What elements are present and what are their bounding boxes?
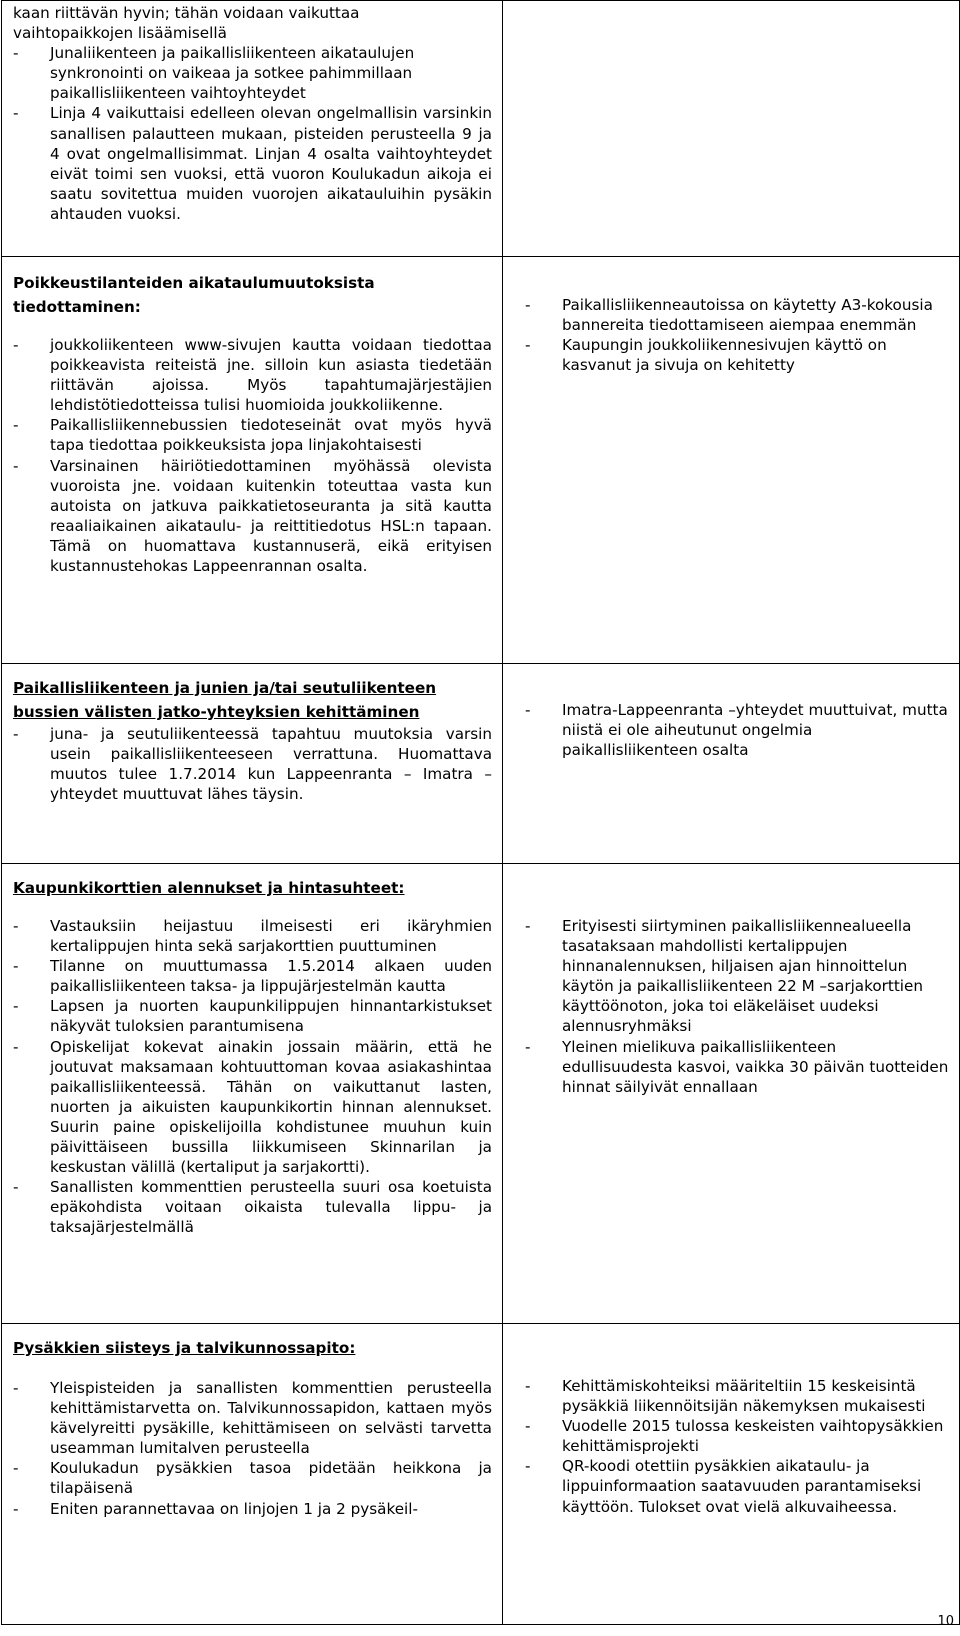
list-item: - Vuodelle 2015 tulossa keskeisten vaihtopysäkkien kehittämisprojekti [525, 1416, 951, 1456]
left-cell [2, 664, 503, 864]
right-cell [503, 257, 960, 664]
left-cell [2, 1324, 503, 1625]
list-item: - joukkoliikenteen www-sivujen kautta voidaan tiedottaa poikkeavista reiteistä jne. silloin kun asiasta tiedetään riittävän ajoissa. Myös tapahtumajärjestäjien lehdistötiedotteissa tulisi huomioida joukkoliikenne. [13, 335, 492, 415]
bullet-list [13, 335, 492, 576]
left-cell [2, 257, 503, 664]
table-row-continuation [2, 1, 960, 257]
bullet-list [525, 295, 951, 375]
list-item: - juna- ja seutuliikenteessä tapahtuu muutoksia varsin usein paikallisliikenteeseen verrattuna. Huomattava muutos tulee 1.7.2014 kun Lappeenranta – Imatra –yhteydet muuttuvat lähes täysin. [13, 724, 492, 804]
list-item: - Imatra-Lappeenranta –yhteydet muuttuivat, mutta niistä ei ole aiheutunut ongelmia paikallisliikenteen osalta [525, 700, 951, 760]
list-item: - Kaupungin joukkoliikennesivujen käyttö on kasvanut ja sivuja on kehitetty [525, 335, 951, 375]
bullet-list [525, 1376, 951, 1517]
table-row-poikkeustilanteet [2, 257, 960, 664]
list-item: - QR-koodi otettiin pysäkkien aikataulu- ja lippuinformaation saatavuuden parantamiseksi käyttöön. Tulokset ovat vielä alkuvaiheessa. [525, 1456, 951, 1516]
list-item: - Lapsen ja nuorten kaupunkilippujen hinnantarkistukset näkyvät tuloksien parantumisena [13, 996, 492, 1036]
left-cell [2, 864, 503, 1324]
right-cell [503, 864, 960, 1324]
table-row-pysakit [2, 1324, 960, 1625]
table-row-jatkoyhteydet [2, 664, 960, 864]
list-item: - Yleinen mielikuva paikallisliikenteen edullisuudesta kasvoi, vaikka 30 päivän tuotteiden hinnat säilyivät ennallaan [525, 1037, 951, 1097]
list-item: - Vastauksiin heijastuu ilmeisesti eri ikäryhmien kertalippujen hinta sekä sarjakorttien puuttuminen [13, 916, 492, 956]
list-item: - Opiskelijat kokevat ainakin jossain määrin, että he joutuvat maksamaan kohtuuttoman kovaa asiakashintaa paikallisliikenteessä. Tähän on vaikuttanut lasten, nuorten ja aikuisten kaupunkikortin hinnan alennukset. Suurin paine opiskelijoilla kohdistunee muuhun kuin päivittäiseen bussilla liikkumiseen Skinnarilan ja keskustan välillä (kertaliput ja sarjakortti). [13, 1037, 492, 1178]
list-item: - Erityisesti siirtyminen paikallisliikennealueella tasataksaan mahdollisti kertalippujen hinnanalennuksen, hiljaisen ajan hinnoittelun käytön ja paikallisliikenteen 22 M –sarjakorttien käyttöönoton, joka toi eläkeläiset uudeksi alennusryhmäksi [525, 916, 951, 1037]
section-heading: Kaupunkikorttien alennukset ja hintasuhteet: [13, 879, 405, 897]
list-item: - Yleispisteiden ja sanallisten kommenttien perusteella kehittämistarvetta on. Talvikunnossapidon, kattaen myös kävelyreitti pysäkille, kehittämiseen on selvästi tarvetta useamman lumitalven perusteella [13, 1378, 492, 1458]
bullet-list [525, 916, 951, 1097]
section-heading: Pysäkkien siisteys ja talvikunnossapito: [13, 1339, 356, 1357]
bullet-list [13, 916, 492, 1238]
left-cell [2, 1, 503, 257]
right-cell [503, 1324, 960, 1625]
list-item: - Kehittämiskohteiksi määriteltiin 15 keskeisintä pysäkkiä liikennöitsijän näkemyksen mukaisesti [525, 1376, 951, 1416]
intro-line: vaihtopaikkojen lisäämisellä [13, 24, 227, 43]
section-heading: Paikallisliikenteen ja junien ja/tai seutuliikenteen bussien välisten jatko-yhteyksien kehittäminen [13, 679, 437, 721]
list-item: - Sanallisten kommenttien perusteella suuri osa koetuista epäkohdista voitaan oikaista tulevalla lippu- ja taksajärjestelmällä [13, 1177, 492, 1237]
list-item: - Junaliikenteen ja paikallisliikenteen aikataulujen synkronointi on vaikeaa ja sotkee pahimmillaan paikallisliikenteen vaihtoyhteydet [13, 43, 492, 103]
bullet-list [13, 43, 492, 224]
evaluation-table [1, 0, 960, 1625]
bullet-list [13, 1378, 492, 1519]
section-heading: Poikkeustilanteiden aikataulumuutoksista tiedottaminen: [13, 274, 375, 316]
right-cell [503, 1, 960, 257]
bullet-list [525, 700, 951, 760]
intro-line: kaan riittävän hyvin; tähän voidaan vaikuttaa [13, 4, 360, 22]
list-item: - Varsinainen häiriötiedottaminen myöhässä olevista vuoroista jne. voidaan kuitenkin toteuttaa vasta kun autoista on jatkuva paikkatietoseuranta ja sitä kautta reaaliaikainen aikataulu- ja reittitiedotus HSL:n tapaan. Tämä on huomattava kustannuserä, eikä erityisen kustannustehokas Lappeenrannan osalta. [13, 456, 492, 577]
list-item: - Paikallisliikennebussien tiedoteseinät ovat myös hyvä tapa tiedottaa poikkeuksista jopa linjakohtaisesti [13, 415, 492, 455]
list-item: - Paikallisliikenneautoissa on käytetty A3-kokousia bannereita tiedottamiseen aiempaa enemmän [525, 295, 951, 335]
right-cell [503, 664, 960, 864]
list-item: - Eniten parannettavaa on linjojen 1 ja 2 pysäkeil- [13, 1499, 492, 1519]
page-number: 10 [937, 1614, 954, 1629]
list-item: - Koulukadun pysäkkien tasoa pidetään heikkona ja tilapäisenä [13, 1458, 492, 1498]
list-item: - Tilanne on muuttumassa 1.5.2014 alkaen uuden paikallisliikenteen taksa- ja lippujärjestelmän kautta [13, 956, 492, 996]
table-row-kaupunkikortit [2, 864, 960, 1324]
list-item: - Linja 4 vaikuttaisi edelleen olevan ongelmallisin varsinkin sanallisen palautteen mukaan, pisteiden perusteella 9 ja 4 ovat ongelmallisimmat. Linjan 4 osalta vaihtoyhteydet eivät toimi sen vuoksi, että vuoron Koulukadun aikoja ei saatu sovitettua muiden vuorojen aikatauluihin pysäkin ahtauden vuoksi. [13, 103, 492, 224]
bullet-list [13, 724, 492, 804]
